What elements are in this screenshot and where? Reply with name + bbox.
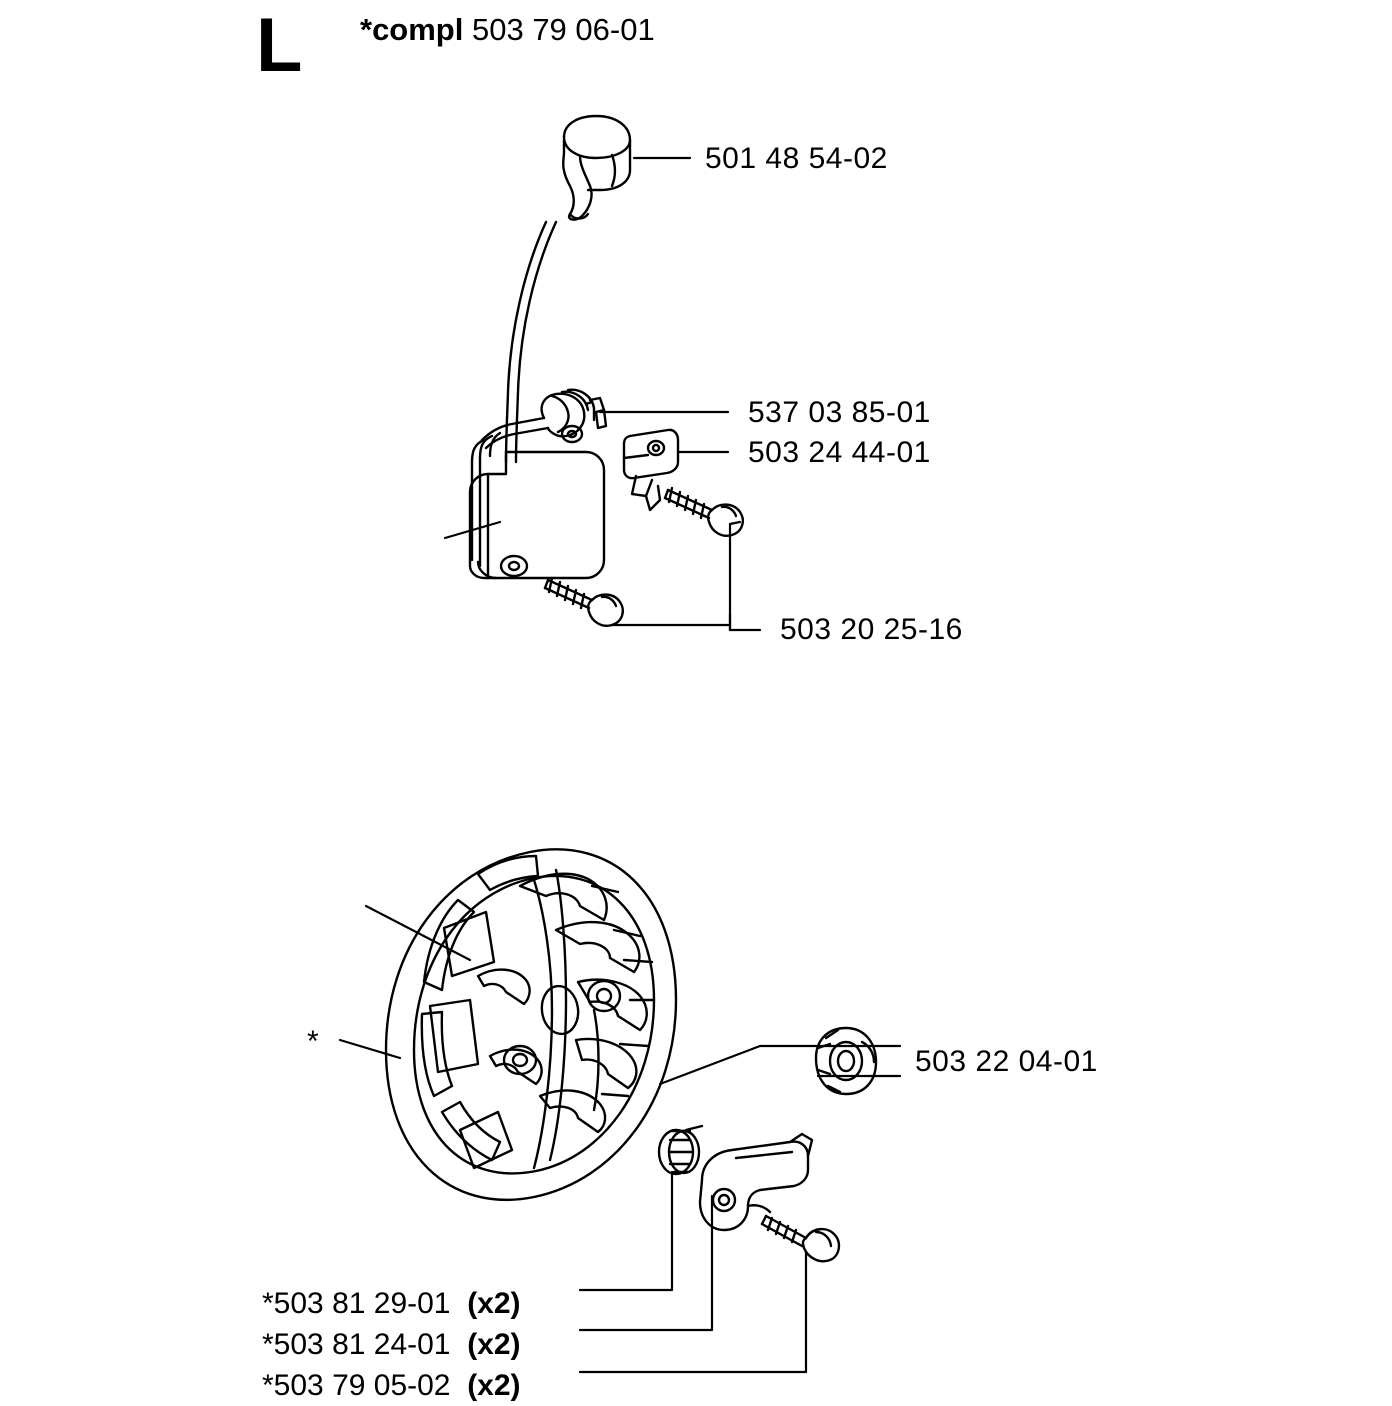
flywheel-nut-art: [816, 1028, 876, 1094]
compl-part-number: 503 79 06-01: [471, 12, 655, 47]
callout-ignition-screw: 503 20 25-16: [780, 613, 963, 646]
ignition-screw-upper-art: [665, 488, 743, 536]
callout-flywheel-nut: 503 22 04-01: [915, 1045, 1098, 1078]
pawl-spring-art: [659, 1126, 702, 1174]
flywheel-art: [386, 849, 676, 1199]
flywheel-star-mark: *: [307, 1025, 319, 1058]
qty-pawl-rivet: (x2): [467, 1369, 521, 1402]
bottom-list-item-pawl-rivet: [262, 1365, 521, 1406]
part-number-pawl-rivet: *503 79 05-02: [262, 1369, 451, 1402]
qty-starter-pawl: (x2): [467, 1328, 521, 1361]
ignition-module-art: [470, 390, 606, 578]
callout-spark-plug-cap: 501 48 54-02: [705, 142, 888, 175]
leader-lines-top: [445, 158, 760, 630]
compl-label: *compl: [360, 12, 464, 47]
ignition-lead-art: [506, 222, 556, 462]
bottom-parts-list: [262, 1283, 521, 1406]
section-letter: L: [256, 3, 303, 88]
qty-pawl-spring: (x2): [467, 1287, 521, 1320]
pawl-rivet-art: [762, 1216, 839, 1261]
bottom-list-item-pawl-spring: [262, 1283, 521, 1324]
callout-ignition-module-clip: 537 03 85-01: [748, 396, 931, 429]
spark-plug-cap-art: [563, 116, 630, 220]
callout-stop-contact-plate: 503 24 44-01: [748, 436, 931, 469]
ignition-screw-lower-art: [545, 578, 623, 626]
bottom-list-item-starter-pawl: [262, 1324, 521, 1365]
part-number-starter-pawl: *503 81 24-01: [262, 1328, 451, 1361]
part-number-pawl-spring: *503 81 29-01: [262, 1287, 451, 1320]
starter-pawl-art: [700, 1134, 812, 1230]
